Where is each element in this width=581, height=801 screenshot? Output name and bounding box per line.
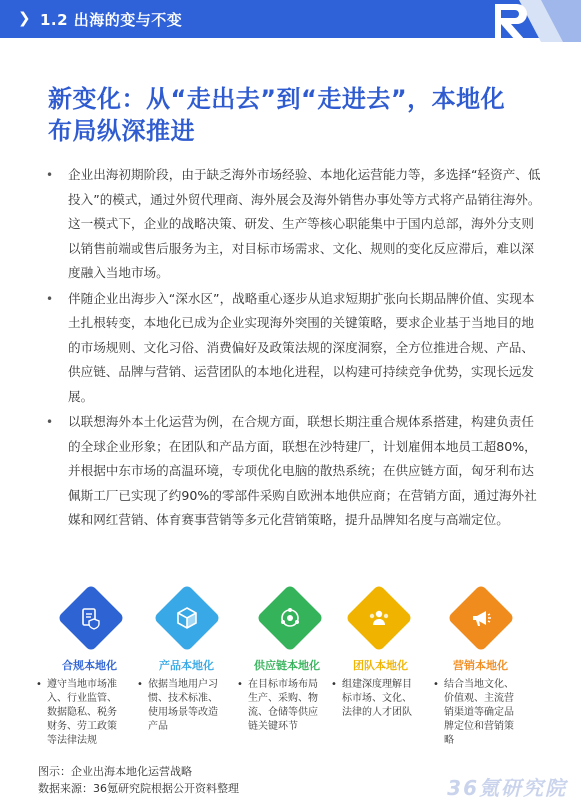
category-desc-supply-chain: • 在目标市场布局生产、采购、物流、仓储等供应链关键环节 (237, 679, 318, 732)
category-desc-team: • 组建深度理解目标市场、文化、法律的人才团队 (331, 679, 412, 718)
category-label-product: 产品本地化 (159, 659, 214, 672)
bullet-item (46, 410, 546, 533)
desc-text: 遵守当地市场准入、行业监管、数据隐私、税务财务、劳工政策等法律法规 (47, 679, 117, 746)
category-label-supply-chain: 供应链本地化 (254, 659, 320, 672)
main-title-line2: 布局纵深推进 (48, 117, 195, 145)
desc-text: 组建深度理解目标市场、文化、法律的人才团队 (342, 679, 412, 718)
bullet-list (46, 163, 546, 534)
watermark: 36氪研究院 (447, 776, 567, 800)
chevron-right-icon: ❯ (18, 9, 31, 27)
cube-icon (175, 606, 199, 630)
bullet-text: 企业出海初期阶段，由于缺乏海外市场经验、本地化运营能力等，多选择“轻资产、低投入”的模式，通过外贸代理商、海外展会及海外销售办事处等方式将产品销往海外。这一模式下，企业的战略决策、研发、生产等核心职能集中于国内总部，海外分支则以销售前端或售后服务为主，对目标市场需求、文化、规则的变化反应滞后，难以深度融入当地市场。 (68, 167, 541, 280)
category-label-marketing: 营销本地化 (453, 659, 508, 672)
category-label-team: 团队本地化 (353, 659, 408, 672)
document-shield-icon (79, 606, 103, 630)
megaphone-icon (469, 606, 493, 630)
section-title: 1.2 出海的变与不变 (40, 11, 183, 29)
desc-text: 结合当地文化、价值观、主流营销渠道等确定品牌定位和营销策略 (444, 679, 514, 746)
main-title-line1: 新变化：从“走出去”到“走进去”，本地化 (48, 85, 506, 113)
figure-caption: 图示：企业出海本地化运营战略 (38, 765, 192, 778)
category-desc-product: • 依据当地用户习惯、技术标准、使用场景等改造产品 (137, 679, 218, 732)
bullet-item (46, 163, 546, 286)
brand-logo (489, 0, 581, 42)
desc-text: 在目标市场布局生产、采购、物流、仓储等供应链关键环节 (248, 679, 318, 732)
category-desc-marketing: • 结合当地文化、价值观、主流营销渠道等确定品牌定位和营销策略 (433, 679, 514, 746)
bullet-dot: • (46, 291, 54, 306)
bullet-item (46, 287, 546, 410)
category-label-compliance: 合规本地化 (62, 659, 117, 672)
data-source: 数据来源：36氪研究院根据公开资料整理 (38, 782, 239, 795)
supply-chain-icon (278, 606, 302, 630)
desc-text: 依据当地用户习惯、技术标准、使用场景等改造产品 (148, 679, 218, 732)
bullet-text: 伴随企业出海步入“深水区”，战略重心逐步从追求短期扩张向长期品牌价值、实现本土扎根转变，本地化已成为企业实现海外突围的关键策略，要求企业基于当地目的地的市场规则、文化习俗、消费偏好及政策法规的深度洞察，全方位推进合规、产品、供应链、品牌与营销、运营团队的本地化进程，以构建可持续竞争优势，实现长远发展。 (68, 290, 535, 404)
bullet-text: 以联想海外本土化运营为例，在合规方面，联想长期注重合规体系搭建，构建负责任的全球企业形象；在团队和产品方面，联想在沙特建厂，计划雇佣本地员工超80%，并根据中东市场的高温环境，专项优化电脑的散热系统；在供应链方面，匈牙利布达佩斯工厂已实现了约90%的零部件采购自欧洲本地供应商；在营销方面，通过海外社媒和网红营销、体育赛事营销等多元化营销策略，提升品牌知名度与高端定位。 (68, 414, 537, 527)
bullet-dot: • (46, 168, 54, 182)
category-desc-compliance: • 遵守当地市场准入、行业监管、数据隐私、税务财务、劳工政策等法律法规 (36, 679, 117, 746)
main-title (48, 83, 548, 147)
bullet-dot: • (46, 415, 54, 429)
team-icon (367, 606, 391, 630)
